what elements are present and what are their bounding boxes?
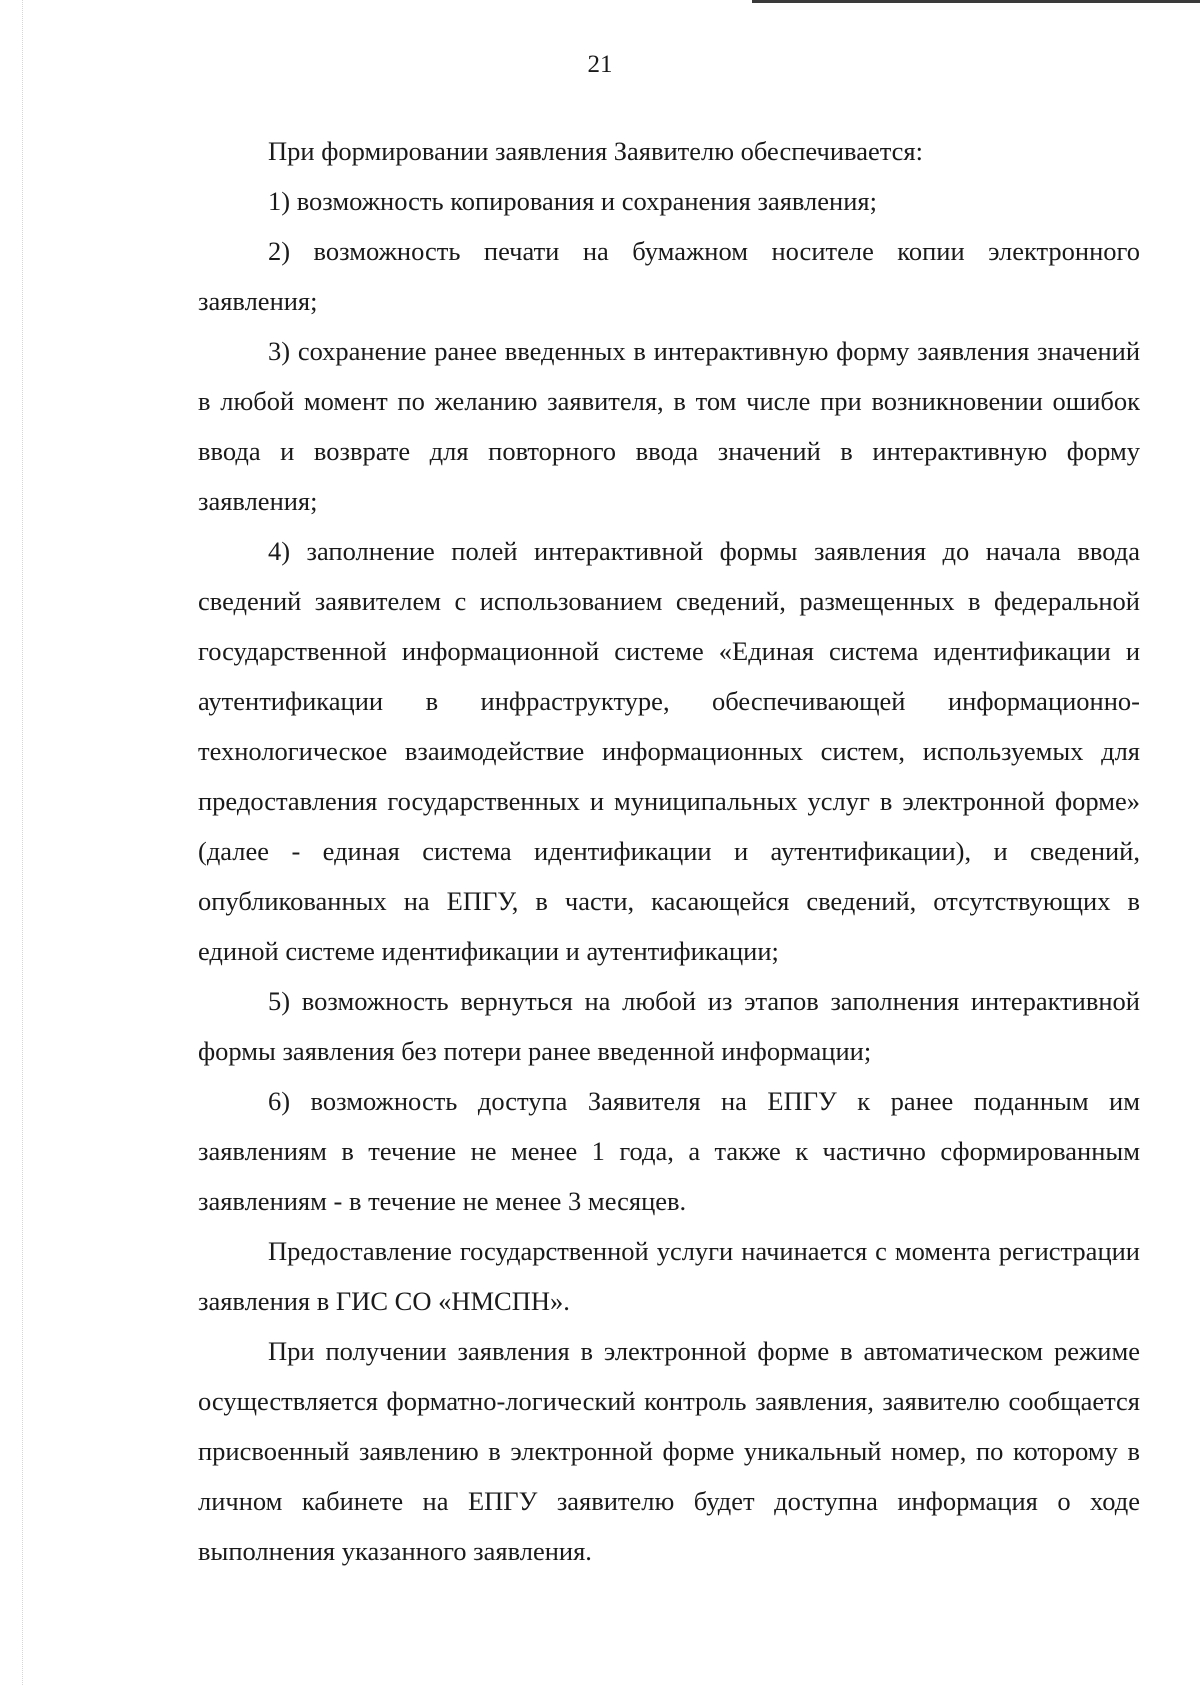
paragraph-intro: При формировании заявления Заявителю обеспечивается: [268,136,923,166]
paragraph-item-5: 5) возможность вернуться на любой из этапов заполнения интерактивной формы заявления без потери ранее введенной информации; [198,986,1140,1066]
paragraph-item-4: 4) заполнение полей интерактивной формы заявления до начала ввода сведений заявителем с использованием сведений, размещенных в федеральной государственной информационной системе «Единая система идентификации и аутентификации в инфраструктуре, обеспечивающей информационно-технологическое взаимодействие информационных систем, используемых для предоставления государственных и муниципальных услуг в электронной форме» (далее - единая система идентификации и аутентификации), и сведений, опубликованных на ЕПГУ, в части, касающейся сведений, отсутствующих в единой системе идентификации и аутентификации; [198,536,1140,966]
page-number: 21 [587,51,613,78]
document-body [198,126,1140,1576]
scan-top-rule [752,0,1200,3]
scan-left-edge [22,0,24,1685]
paragraph-item-2: 2) возможность печати на бумажном носителе копии электронного заявления; [198,236,1140,316]
paragraph-item-6: 6) возможность доступа Заявителя на ЕПГУ к ранее поданным им заявлениям в течение не менее 1 года, а также к частично сформированным заявлениям - в течение не менее 3 месяцев. [198,1086,1140,1216]
paragraph-item-3: 3) сохранение ранее введенных в интерактивную форму заявления значений в любой момент по желанию заявителя, в том числе при возникновении ошибок ввода и возврате для повторного ввода значений в интерактивную форму заявления; [198,336,1140,516]
paragraph-item-1: 1) возможность копирования и сохранения заявления; [268,186,877,216]
paragraph-electronic-receipt: При получении заявления в электронной форме в автоматическом режиме осуществляется форматно-логический контроль заявления, заявителю сообщается присвоенный заявлению в электронной форме уникальный номер, по которому в личном кабинете на ЕПГУ заявителю будет доступна информация о ходе выполнения указанного заявления. [198,1336,1140,1566]
paragraph-service-start: Предоставление государственной услуги начинается с момента регистрации заявления в ГИС СО «НМСПН». [198,1236,1140,1316]
